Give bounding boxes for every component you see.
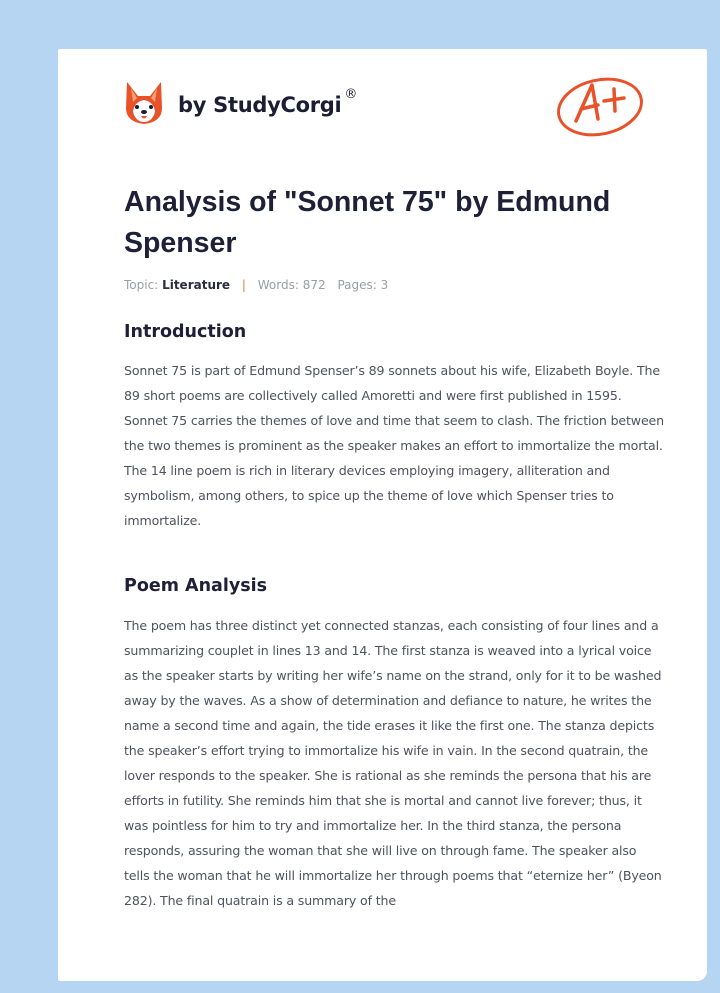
brand-name: by StudyCorgi ®: [178, 87, 358, 117]
section-body-poem-analysis: The poem has three distinct yet connected stanzas, each consisting of four lines and a summarizing couplet in lines 13 and 14. The first stanza is weaved into a lyrical voice as the speaker starts by writing her wife’s name on the strand, only for it to be washed away by the waves. As a show of determination and defiance to nature, he writes the name a second time and again, the tide erases it like the first one. The stanza depicts the speaker’s effort trying to immortalize his wife in vain. In the second quatrain, the lover responds to the speaker. She is rational as she reminds the persona that his are efforts in futility. She reminds him that she is mortal and cannot live forever; thus, it was pointless for him to try and immortalize her. In the third stanza, the persona responds, assuring the woman that she will live on through fame. The speaker also tells the woman that he will immortalize her through poems that “eternize her” (Byeon 282). The final quatrain is a summary of the: [124, 618, 662, 908]
word-count: Words: 872: [257, 278, 326, 292]
page-count: Pages: 3: [337, 278, 389, 292]
section-body-introduction: Sonnet 75 is part of Edmund Spenser’s 89 sonnets about his wife, Elizabeth Boyle. The 89 short poems are collectively called Amoretti and were first published in 1595. Sonnet 75 carries the themes of love and time that seem to clash. The friction between the two themes is prominent as the speaker makes an effort to immortalize the mortal. The 14 line poem is rich in literary devices employing imagery, alliteration and symbolism, among others, to spice up the theme of love which Spenser tries to immortalize.: [124, 363, 664, 528]
topic-link[interactable]: Literature: [162, 278, 231, 292]
topic-label: Topic:: [124, 278, 159, 292]
registered-mark: ®: [344, 87, 358, 102]
brand-header[interactable]: [124, 77, 357, 127]
meta-separator: |: [241, 278, 246, 292]
document-meta: [124, 278, 388, 292]
document-card: [58, 49, 707, 981]
a-plus-grade-icon: [554, 71, 646, 141]
corgi-logo-icon: [124, 78, 164, 126]
section-heading-introduction: Introduction: [124, 322, 247, 342]
section-heading-poem-analysis: Poem Analysis: [124, 576, 268, 596]
page-title: Analysis of "Sonnet 75" by Edmund Spenser: [124, 186, 611, 259]
